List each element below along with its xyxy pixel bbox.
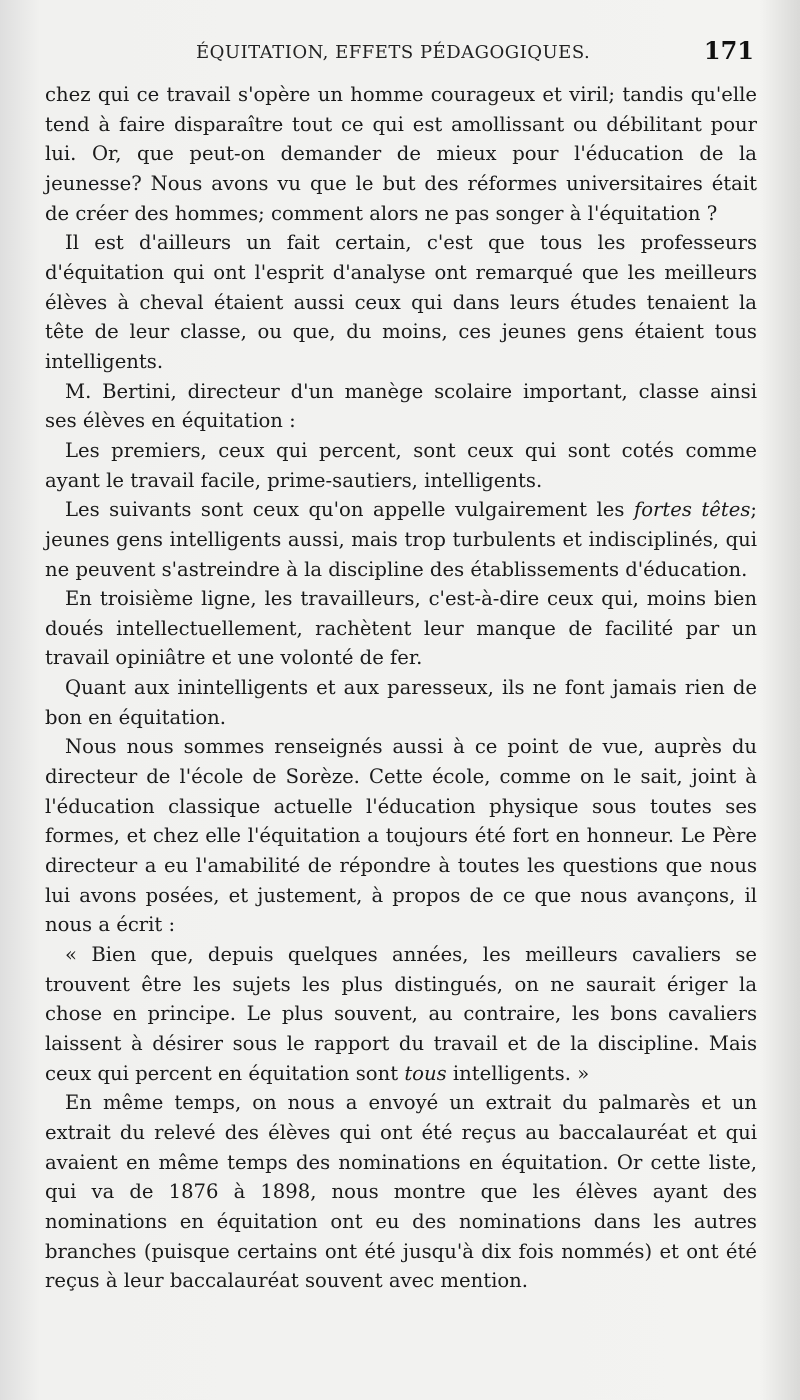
- paragraph-observation: Il est d'ailleurs un fait certain, c'est que tous les professeurs d'équitation qui ont l'esprit d'analyse ont remarqué que les meilleurs élèves à cheval étaient aussi ceux qui dans leurs études tenaient la tête de leur classe, ou que, du moins, ces jeunes gens étaient tous intelligents.: [45, 231, 757, 373]
- paragraph-inintelligents: Quant aux inintelligents et aux paresseux, ils ne font jamais rien de bon en équitation.: [45, 676, 757, 729]
- paragraph-premiers: Les premiers, ceux qui percent, sont ceux qui sont cotés comme ayant le travail facile, prime-sautiers, intelligents.: [45, 438, 757, 492]
- paragraph-suivants-text-1: Les suivants sont ceux qu'on appelle vulgairement les: [65, 498, 634, 522]
- page-header: [48, 36, 754, 72]
- body-text: [45, 80, 757, 1296]
- page-number: 171: [703, 36, 754, 65]
- paragraph-soreze: Nous nous sommes renseignés aussi à ce point de vue, auprès du directeur de l'école de Sorèze. Cette école, comme on le sait, joint à l'éducation classique actuelle l'éducation physique sous toutes ses formes, et chez elle l'équitation a toujours été fort en honneur. Le Père directeur a eu l'amabilité de répondre à toutes les questions que nous lui avons posées, et justement, à propos de ce que nous avançons, il nous a écrit :: [45, 735, 757, 937]
- paragraph-quotation-text-1: « Bien que, depuis quelques années, les meilleurs cavaliers se trouvent être les sujets les plus distingués, on ne saurait ériger la chose en principe. Le plus souvent, au contraire, les bons cavaliers laissent à désirer sous le rapport du travail et de la discipline. Mais ceux qui percent en équitation sont: [45, 943, 757, 1085]
- paragraph-suivants: [45, 495, 757, 584]
- paragraph-bertini: M. Bertini, directeur d'un manège scolaire important, classe ainsi ses élèves en équitation :: [45, 379, 757, 433]
- running-head: ÉQUITATION, EFFETS PÉDAGOGIQUES.: [196, 42, 591, 63]
- paragraph-quotation: [45, 940, 757, 1088]
- paragraph-continuation: chez qui ce travail s'opère un homme courageux et viril; tandis qu'elle tend à faire disparaître tout ce qui est amollissant ou débilitant pour lui. Or, que peut-on demander de mieux pour l'éducation de la jeunesse? Nous avons vu que le but des réformes universitaires était de créer des hommes; comment alors ne pas songer à l'équitation ?: [45, 83, 757, 225]
- paragraph-suivants-emphasis: fortes têtes: [633, 498, 751, 522]
- paragraph-quotation-emphasis: tous: [404, 1061, 447, 1085]
- paragraph-suivants-text-2: ; jeunes gens intelligents aussi, mais trop turbulents et indisciplinés, qui ne peuvent s'astreindre à la discipline des établissements d'éducation.: [45, 498, 757, 581]
- paragraph-travailleurs: En troisième ligne, les travailleurs, c'est-à-dire ceux qui, moins bien doués intellectuellement, rachètent leur manque de facilité par un travail opiniâtre et une volonté de fer.: [45, 587, 757, 670]
- paragraph-quotation-text-2: intelligents. »: [446, 1061, 590, 1085]
- paragraph-palmares: En même temps, on nous a envoyé un extrait du palmarès et un extrait du relevé des élèves qui ont été reçus au baccalauréat et qui avaient en même temps des nominations en équitation. Or cette liste, qui va de 1876 à 1898, nous montre que les élèves ayant des nominations en équitation ont eu des nominations dans les autres branches (puisque certains ont été jusqu'à dix fois nommés) et ont été reçus à leur baccalauréat souvent avec mention.: [45, 1091, 757, 1293]
